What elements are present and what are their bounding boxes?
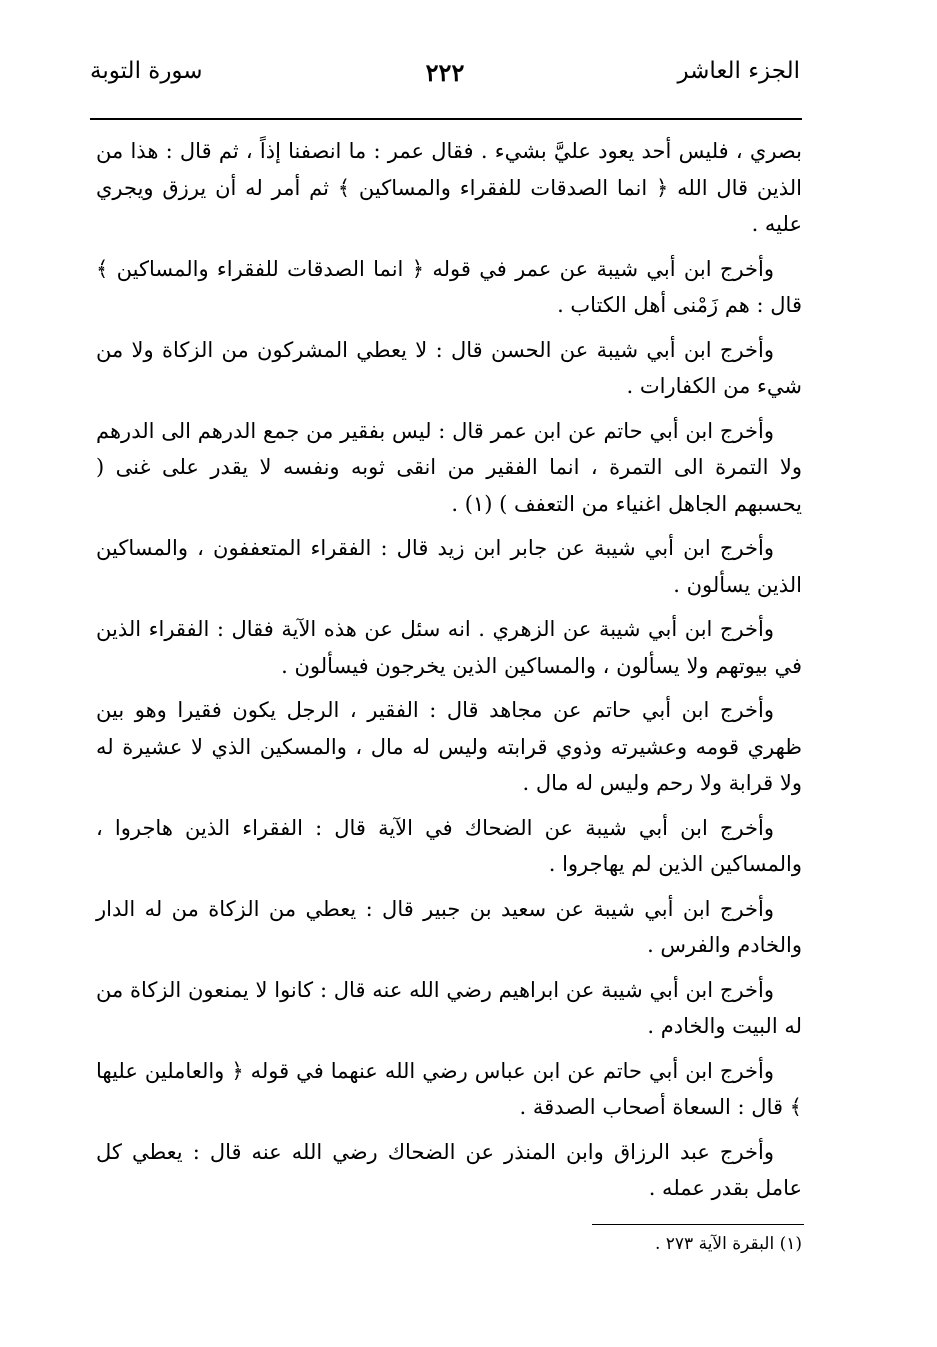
paragraph: وأخرج ابن أبي حاتم عن ابن عمر قال : ليس بفقير من جمع الدرهم الى الدرهم ولا التمرة الى التمرة ، انما الفقير من انقى ثوبه ونفسه لا يقدر على غنى ( يحسبهم الجاهل اغنياء من التعفف ) (١) . xyxy=(96,418,802,516)
paragraph: وأخرج ابن أبي شيبة عن الضحاك في الآية قال : الفقراء الذين هاجروا ، والمساكين الذين لم يهاجروا . xyxy=(96,815,802,876)
page-body xyxy=(96,133,802,1215)
page-header xyxy=(90,58,800,98)
paragraph: وأخرج ابن أبي شيبة عن عمر في قوله ﴿ انما الصدقات للفقراء والمساكين ﴾ قال : هم زَمْنى أهل الكتاب . xyxy=(96,256,802,317)
paragraph: وأخرج ابن أبي شيبة عن الحسن قال : لا يعطي المشركون من الزكاة ولا من شيء من الكفارات . xyxy=(96,337,802,398)
header-rule xyxy=(90,118,802,120)
paragraph: بصري ، فليس أحد يعود عليَّ بشيء . فقال عمر : ما انصفنا إذاً ، ثم قال : هذا من الذين قال الله ﴿ انما الصدقات للفقراء والمساكين ﴾ ثم أمر له أن يرزق ويجري عليه . xyxy=(96,139,802,236)
surah-title: سورة التوبة xyxy=(90,58,203,84)
paragraph: وأخرج ابن أبي شيبة عن ابراهيم رضي الله عنه قال : كانوا لا يمنعون الزكاة من له البيت والخادم . xyxy=(96,977,802,1038)
paragraph: وأخرج عبد الرزاق وابن المنذر عن الضحاك رضي الله عنه قال : يعطي كل عامل بقدر عمله . xyxy=(96,1139,802,1200)
page-number: ٢٢٢ xyxy=(425,58,465,87)
paragraph: وأخرج ابن أبي شيبة عن الزهري . انه سئل عن هذه الآية فقال : الفقراء الذين في بيوتهم ولا يسألون ، والمساكين الذين يخرجون فيسألون . xyxy=(96,617,802,678)
volume-title: الجزء العاشر xyxy=(677,58,800,84)
paragraph: وأخرج ابن أبي حاتم عن مجاهد قال : الفقير ، الرجل يكون فقيرا وهو بين ظهري قومه وعشيرته وذوي قرابته وليس له مال ، والمسكين الذي لا عشيرة له ولا قرابة ولا رحم وليس له مال . xyxy=(96,698,802,795)
paragraph: وأخرج ابن أبي شيبة عن جابر ابن زيد قال : الفقراء المتعففون ، والمساكين الذين يسألون . xyxy=(96,536,802,597)
footnote: (١) البقرة الآية ٢٧٣ . xyxy=(654,1234,802,1254)
paragraph: وأخرج ابن أبي شيبة عن سعيد بن جبير قال : يعطي من الزكاة من له الدار والخادم والفرس . xyxy=(96,896,802,957)
paragraph: وأخرج ابن أبي حاتم عن ابن عباس رضي الله عنهما في قوله ﴿ والعاملين عليها ﴾ قال : السعاة أصحاب الصدقة . xyxy=(96,1058,802,1119)
footnote-rule xyxy=(592,1224,804,1225)
